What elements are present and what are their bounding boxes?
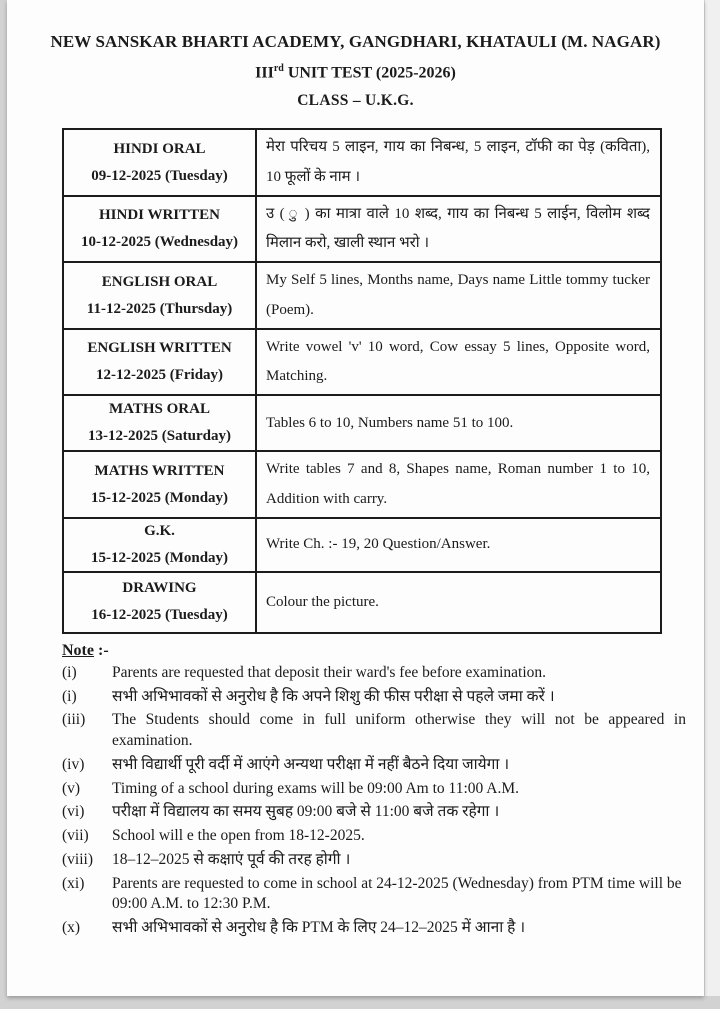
table-row	[63, 262, 661, 329]
subject-date: 15-12-2025 (Monday)	[90, 489, 229, 506]
subject-name: ENGLISH ORAL	[101, 273, 218, 290]
note-text: The Students should come in full uniform otherwise they will not be appeared in examination.	[112, 711, 686, 750]
syllabus-cell: Colour the picture.	[256, 572, 661, 633]
subject-cell	[63, 262, 256, 329]
syllabus-cell: Tables 6 to 10, Numbers name 51 to 100.	[256, 395, 661, 451]
subject-name: HINDI WRITTEN	[98, 207, 220, 224]
note-text: सभी अभिभावकों से अनुरोध है कि अपने शिशु की फीस परीक्षा से पहले जमा करें ।	[112, 687, 555, 705]
subject-cell	[63, 518, 256, 572]
table-row	[63, 196, 661, 263]
subject-name: G.K.	[144, 522, 175, 539]
subject-date: 12-12-2025 (Friday)	[95, 367, 224, 384]
notes-heading-punct: :-	[93, 641, 109, 659]
note-label: (viii)	[62, 850, 93, 868]
note-text: Parents are requested that deposit their ward's fee before examination.	[112, 663, 547, 681]
note-item	[62, 874, 686, 916]
subject-cell	[63, 129, 256, 196]
note-item	[62, 710, 686, 752]
note-label: (vi)	[62, 803, 85, 821]
document-header	[7, 0, 704, 110]
photo-right-edge	[703, 0, 720, 996]
note-label: (i)	[62, 687, 77, 705]
unit-ordinal-suffix: rd	[273, 63, 284, 74]
note-label: (v)	[62, 779, 81, 797]
table-row	[63, 395, 661, 451]
table-row	[63, 129, 661, 196]
subject-name: HINDI ORAL	[113, 140, 206, 157]
note-text: Parents are requested to come in school at 24-12-2025 (Wednesday) from PTM time will be 09:00 A.M. to 12:30 P.M.	[112, 874, 682, 913]
syllabus-cell: मेरा परिचय 5 लाइन, गाय का निबन्ध, 5 लाइन, टॉफी का पेड़ (कविता), 10 फूलों के नाम ।	[256, 129, 661, 196]
notes-section	[62, 642, 686, 939]
notes-heading-word: Note	[62, 641, 94, 659]
syllabus-cell: उ ( ु ) का मात्रा वाले 10 शब्द, गाय का निबन्ध 5 लाईन, विलोम शब्द मिलान करो, खाली स्थान भरो ।	[256, 196, 661, 263]
table-row	[63, 329, 661, 396]
exam-schedule-table	[62, 128, 662, 634]
document-page	[7, 0, 704, 996]
note-item	[62, 826, 686, 847]
table-row	[63, 572, 661, 633]
subject-cell	[63, 572, 256, 633]
note-item	[62, 850, 686, 871]
note-text: Timing of a school during exams will be 09:00 Am to 11:00 A.M.	[112, 779, 520, 797]
unit-rest: UNIT TEST (2025-2026)	[283, 64, 456, 82]
note-item	[62, 663, 686, 684]
note-text: सभी विद्यार्थी पूरी वर्दी में आएंगे अन्यथा परीक्षा में नहीं बैठने दिया जायेगा ।	[112, 755, 510, 773]
subject-date: 15-12-2025 (Monday)	[90, 549, 229, 566]
subject-name: MATHS ORAL	[109, 401, 210, 418]
table-row	[63, 451, 661, 518]
note-item	[62, 779, 686, 800]
note-label: (vii)	[62, 827, 89, 845]
subject-name: DRAWING	[122, 580, 197, 597]
table-row	[63, 518, 661, 572]
note-label: (iii)	[62, 711, 86, 729]
subject-date: 10-12-2025 (Wednesday)	[80, 234, 239, 251]
syllabus-cell: My Self 5 lines, Months name, Days name Little tommy tucker (Poem).	[256, 262, 661, 329]
note-item	[62, 755, 686, 776]
class-title: CLASS – U.K.G.	[297, 92, 414, 110]
subject-cell	[63, 196, 256, 263]
note-item	[62, 918, 686, 939]
subject-cell	[63, 395, 256, 451]
note-text: School will e the open from 18-12-2025.	[112, 827, 365, 845]
syllabus-cell: Write Ch. :- 19, 20 Question/Answer.	[256, 518, 661, 572]
subject-cell	[63, 451, 256, 518]
subject-name: ENGLISH WRITTEN	[87, 340, 232, 357]
school-name: NEW SANSKAR BHARTI ACADEMY, GANGDHARI, KHATAULI (M. NAGAR)	[50, 32, 661, 51]
subject-date: 16-12-2025 (Tuesday)	[91, 607, 228, 624]
subject-name: MATHS WRITTEN	[94, 462, 225, 479]
syllabus-cell: Write vowel 'v' 10 word, Cow essay 5 lines, Opposite word, Matching.	[256, 329, 661, 396]
subject-date: 13-12-2025 (Saturday)	[88, 428, 231, 445]
unit-test-title	[7, 63, 704, 82]
note-label: (iv)	[62, 755, 85, 773]
note-text: 18–12–2025 से कक्षाएं पूर्व की तरह होगी ।	[112, 850, 351, 868]
unit-prefix: III	[255, 64, 274, 82]
note-text: परीक्षा में विद्यालय का समय सुबह 09:00 बजे से 11:00 बजे तक रहेगा ।	[112, 803, 500, 821]
note-item	[62, 687, 686, 708]
subject-date: 11-12-2025 (Thursday)	[86, 300, 233, 317]
note-label: (i)	[62, 663, 77, 681]
subject-date: 09-12-2025 (Tuesday)	[91, 167, 228, 184]
note-item	[62, 802, 686, 823]
note-label: (x)	[62, 919, 81, 937]
subject-cell	[63, 329, 256, 396]
notes-heading	[62, 642, 686, 660]
syllabus-cell: Write tables 7 and 8, Shapes name, Roman number 1 to 10, Addition with carry.	[256, 451, 661, 518]
note-label: (xi)	[62, 874, 85, 892]
note-text: सभी अभिभावकों से अनुरोध है कि PTM के लिए 24–12–2025 में आना है ।	[112, 919, 526, 937]
